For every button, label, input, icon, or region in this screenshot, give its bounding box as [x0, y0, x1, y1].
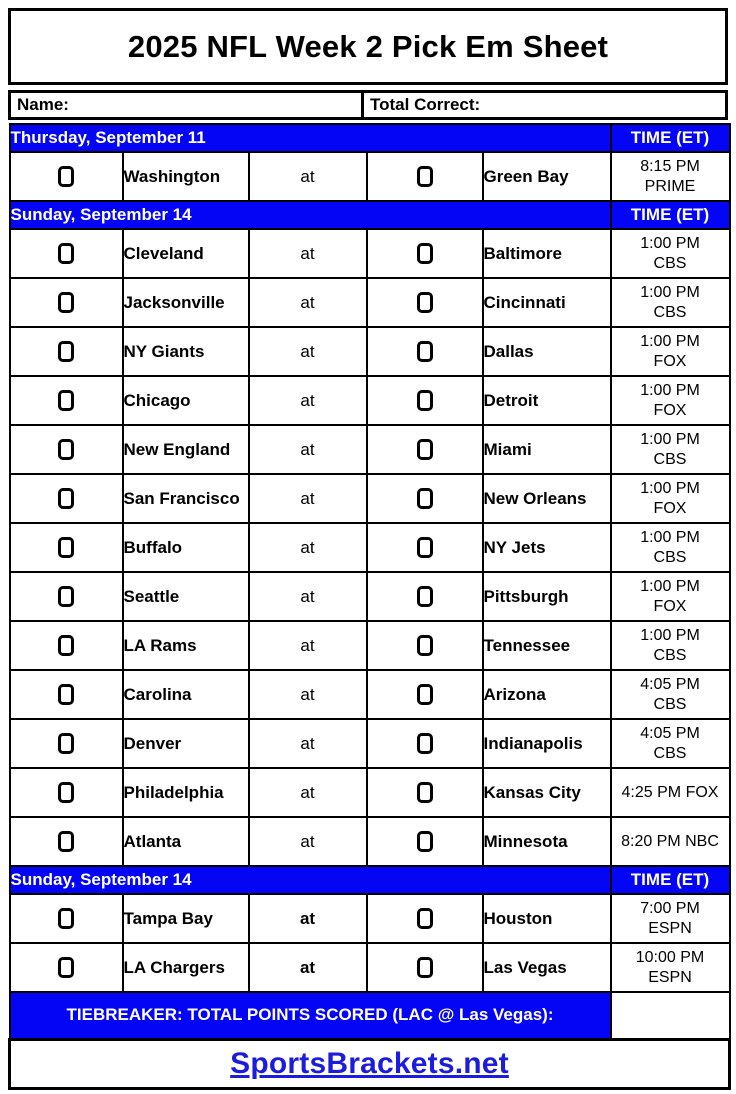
page-title: 2025 NFL Week 2 Pick Em Sheet [127, 28, 609, 64]
away-pick-checkbox[interactable] [58, 908, 74, 929]
away-pick-checkbox[interactable] [58, 635, 74, 656]
game-time [611, 327, 730, 376]
game-row [10, 572, 730, 621]
home-pick-checkbox[interactable] [417, 957, 433, 978]
home-pick-checkbox[interactable] [417, 635, 433, 656]
at-label: at [249, 376, 367, 425]
home-team-name: Houston [483, 894, 611, 943]
away-team-name: San Francisco [123, 474, 249, 523]
home-pick-cell [367, 817, 483, 866]
time-line: 1:00 PM [640, 283, 700, 301]
away-team-name: Buffalo [123, 523, 249, 572]
away-team-name: Jacksonville [123, 278, 249, 327]
time-line: PRIME [644, 177, 696, 195]
home-pick-checkbox[interactable] [417, 488, 433, 509]
game-time [611, 278, 730, 327]
game-time [611, 768, 730, 817]
time-line: CBS [653, 548, 687, 566]
time-line: 1:00 PM [640, 381, 700, 399]
date-header-row [10, 124, 730, 152]
away-pick-checkbox[interactable] [58, 292, 74, 313]
away-pick-cell [10, 327, 123, 376]
home-pick-cell [367, 670, 483, 719]
home-team-name: Kansas City [483, 768, 611, 817]
at-label: at [249, 621, 367, 670]
game-row [10, 425, 730, 474]
time-column-header: TIME (ET) [611, 124, 730, 152]
at-label: at [249, 327, 367, 376]
game-time [611, 376, 730, 425]
time-column-header: TIME (ET) [611, 866, 730, 894]
game-row [10, 523, 730, 572]
name-total-bar [8, 90, 728, 120]
away-pick-cell [10, 523, 123, 572]
date-header-row [10, 866, 730, 894]
home-pick-cell [367, 229, 483, 278]
time-column-header: TIME (ET) [611, 201, 730, 229]
away-pick-checkbox[interactable] [58, 390, 74, 411]
game-row [10, 768, 730, 817]
away-pick-cell [10, 152, 123, 201]
time-line: ESPN [648, 919, 692, 937]
away-team-name: Washington [123, 152, 249, 201]
away-pick-checkbox[interactable] [58, 957, 74, 978]
game-row [10, 327, 730, 376]
home-team-name: Minnesota [483, 817, 611, 866]
away-pick-cell [10, 474, 123, 523]
home-pick-checkbox[interactable] [417, 243, 433, 264]
home-pick-checkbox[interactable] [417, 166, 433, 187]
home-pick-checkbox[interactable] [417, 684, 433, 705]
home-pick-cell [367, 327, 483, 376]
home-pick-cell [367, 523, 483, 572]
time-line: 1:00 PM [640, 626, 700, 644]
game-time [611, 719, 730, 768]
at-label: at [249, 943, 367, 992]
away-pick-cell [10, 425, 123, 474]
game-time [611, 572, 730, 621]
home-pick-cell [367, 719, 483, 768]
time-line: CBS [653, 254, 687, 272]
away-team-name: LA Rams [123, 621, 249, 670]
time-line: ESPN [648, 968, 692, 986]
home-pick-cell [367, 621, 483, 670]
away-pick-cell [10, 278, 123, 327]
away-team-name: Cleveland [123, 229, 249, 278]
away-team-name: NY Giants [123, 327, 249, 376]
time-line: 1:00 PM [640, 234, 700, 252]
at-label: at [249, 523, 367, 572]
away-pick-checkbox[interactable] [58, 733, 74, 754]
tiebreaker-answer-cell[interactable] [611, 992, 730, 1039]
home-team-name: Cincinnati [483, 278, 611, 327]
at-label: at [249, 817, 367, 866]
tiebreaker-label: TIEBREAKER: TOTAL POINTS SCORED (LAC @ Las Vegas): [10, 992, 611, 1039]
game-time [611, 474, 730, 523]
games-table [8, 123, 731, 1090]
game-time [611, 894, 730, 943]
home-pick-checkbox[interactable] [417, 733, 433, 754]
home-team-name: Dallas [483, 327, 611, 376]
home-pick-cell [367, 474, 483, 523]
game-row [10, 474, 730, 523]
game-row [10, 670, 730, 719]
away-pick-checkbox[interactable] [58, 341, 74, 362]
away-pick-checkbox[interactable] [58, 243, 74, 264]
away-pick-checkbox[interactable] [58, 537, 74, 558]
away-pick-cell [10, 943, 123, 992]
at-label: at [249, 572, 367, 621]
home-pick-checkbox[interactable] [417, 908, 433, 929]
away-team-name: Carolina [123, 670, 249, 719]
home-team-name: Las Vegas [483, 943, 611, 992]
time-line: 8:20 PM NBC [621, 832, 719, 850]
time-line: CBS [653, 450, 687, 468]
at-label: at [249, 768, 367, 817]
away-pick-checkbox[interactable] [58, 166, 74, 187]
footer-row [10, 1039, 730, 1088]
home-pick-cell [367, 152, 483, 201]
games-body [10, 124, 730, 992]
away-pick-checkbox[interactable] [58, 831, 74, 852]
name-field[interactable] [11, 93, 364, 117]
home-pick-cell [367, 943, 483, 992]
away-team-name: Chicago [123, 376, 249, 425]
home-pick-cell [367, 768, 483, 817]
time-line: 4:05 PM [640, 724, 700, 742]
game-row [10, 152, 730, 201]
home-team-name: Tennessee [483, 621, 611, 670]
game-time [611, 670, 730, 719]
time-line: 8:15 PM [640, 157, 700, 175]
at-label: at [249, 474, 367, 523]
time-line: CBS [653, 744, 687, 762]
time-line: 10:00 PM [635, 948, 705, 966]
game-time [611, 523, 730, 572]
home-team-name: Baltimore [483, 229, 611, 278]
game-time [611, 229, 730, 278]
away-pick-cell [10, 229, 123, 278]
home-pick-checkbox[interactable] [417, 292, 433, 313]
game-row [10, 894, 730, 943]
home-pick-checkbox[interactable] [417, 782, 433, 803]
total-correct-field[interactable] [364, 93, 725, 117]
away-pick-cell [10, 894, 123, 943]
game-time [611, 817, 730, 866]
away-team-name: Denver [123, 719, 249, 768]
sportsbrackets-link[interactable]: SportsBrackets.net [230, 1046, 509, 1080]
game-row [10, 229, 730, 278]
game-time [611, 943, 730, 992]
home-team-name: Miami [483, 425, 611, 474]
home-pick-cell [367, 278, 483, 327]
time-line: CBS [653, 646, 687, 664]
away-pick-cell [10, 768, 123, 817]
home-team-name: NY Jets [483, 523, 611, 572]
total-correct-label: Total Correct: [370, 95, 481, 114]
at-label: at [249, 670, 367, 719]
game-row [10, 278, 730, 327]
name-label: Name: [17, 95, 69, 114]
time-line: FOX [653, 401, 687, 419]
time-line: 1:00 PM [640, 479, 700, 497]
away-team-name: New England [123, 425, 249, 474]
home-pick-cell [367, 376, 483, 425]
at-label: at [249, 894, 367, 943]
at-label: at [249, 719, 367, 768]
home-team-name: Indianapolis [483, 719, 611, 768]
away-pick-cell [10, 817, 123, 866]
footer-cell [10, 1039, 730, 1088]
home-pick-checkbox[interactable] [417, 586, 433, 607]
home-pick-cell [367, 425, 483, 474]
time-line: FOX [653, 352, 687, 370]
home-pick-checkbox[interactable] [417, 439, 433, 460]
away-team-name: LA Chargers [123, 943, 249, 992]
game-time [611, 425, 730, 474]
time-line: 4:25 PM FOX [621, 783, 719, 801]
time-line: 1:00 PM [640, 430, 700, 448]
time-line: 1:00 PM [640, 332, 700, 350]
home-pick-cell [367, 572, 483, 621]
time-line: FOX [653, 499, 687, 517]
away-pick-cell [10, 719, 123, 768]
home-team-name: New Orleans [483, 474, 611, 523]
time-line: 4:05 PM [640, 675, 700, 693]
game-row [10, 621, 730, 670]
at-label: at [249, 229, 367, 278]
time-line: 7:00 PM [640, 899, 700, 917]
home-pick-checkbox[interactable] [417, 390, 433, 411]
away-pick-checkbox[interactable] [58, 586, 74, 607]
game-time [611, 152, 730, 201]
at-label: at [249, 278, 367, 327]
home-team-name: Detroit [483, 376, 611, 425]
away-team-name: Philadelphia [123, 768, 249, 817]
date-header-row [10, 201, 730, 229]
date-header: Thursday, September 11 [10, 124, 611, 152]
time-line: CBS [653, 303, 687, 321]
at-label: at [249, 425, 367, 474]
away-pick-cell [10, 376, 123, 425]
away-pick-cell [10, 572, 123, 621]
away-team-name: Tampa Bay [123, 894, 249, 943]
away-pick-cell [10, 670, 123, 719]
away-pick-checkbox[interactable] [58, 439, 74, 460]
away-team-name: Seattle [123, 572, 249, 621]
home-pick-checkbox[interactable] [417, 831, 433, 852]
date-header: Sunday, September 14 [10, 866, 611, 894]
home-team-name: Pittsburgh [483, 572, 611, 621]
home-pick-checkbox[interactable] [417, 537, 433, 558]
away-pick-checkbox[interactable] [58, 684, 74, 705]
date-header: Sunday, September 14 [10, 201, 611, 229]
time-line: 1:00 PM [640, 577, 700, 595]
away-pick-cell [10, 621, 123, 670]
table-footer-rows [10, 992, 730, 1088]
time-line: 1:00 PM [640, 528, 700, 546]
time-line: CBS [653, 695, 687, 713]
tiebreaker-row [10, 992, 730, 1039]
game-row [10, 719, 730, 768]
away-team-name: Atlanta [123, 817, 249, 866]
time-line: FOX [653, 597, 687, 615]
game-row [10, 817, 730, 866]
home-pick-checkbox[interactable] [417, 341, 433, 362]
game-row [10, 943, 730, 992]
home-team-name: Arizona [483, 670, 611, 719]
home-team-name: Green Bay [483, 152, 611, 201]
home-pick-cell [367, 894, 483, 943]
title-box [8, 8, 728, 85]
game-row [10, 376, 730, 425]
game-time [611, 621, 730, 670]
away-pick-checkbox[interactable] [58, 782, 74, 803]
away-pick-checkbox[interactable] [58, 488, 74, 509]
at-label: at [249, 152, 367, 201]
